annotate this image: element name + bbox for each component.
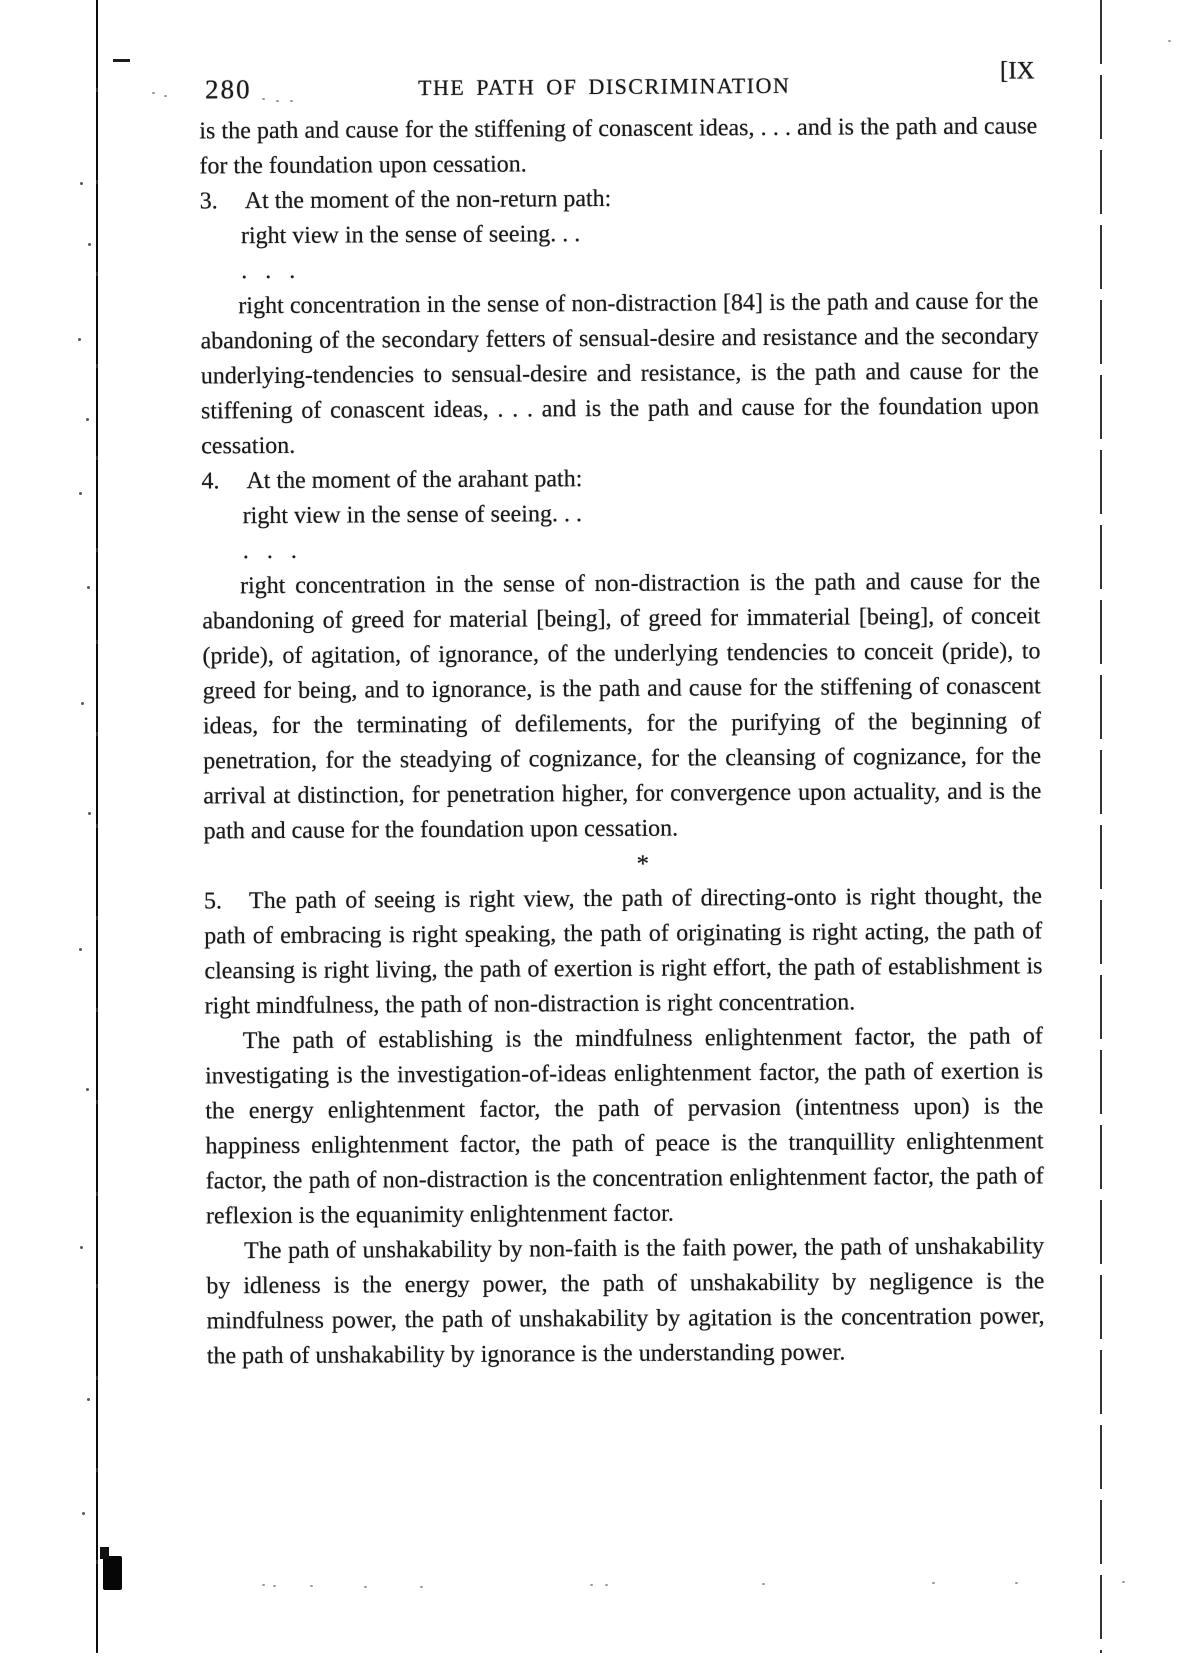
paragraph: right concentration in the sense of non-distraction [84] is the path and cause for the abandoning of the secondary fetters of sensual-desire and resistance and the secondary underlying-tendencies to sensual-desire and resistance, is the path and cause for the stiffening of conascent ideas, . . . and is the path and cause for the foundation upon cessation. xyxy=(200,288,1040,460)
page-body xyxy=(199,109,1045,1374)
numbered-item-3 xyxy=(200,179,1038,219)
item-text: At the moment of the non-return path: xyxy=(244,185,612,215)
paragraph: The path of establishing is the mindfulness enlightenment factor, the path of investigating is the investigation-of-ideas enlightenment factor, the path of exertion is the energy enlightenment factor, the path of pervasion (intentness upon) is the happiness enlightenment factor, the path of peace is the tranquillity enlightenment factor, the path of non-distraction is the concentration enlightenment factor, the path of reflexion is the equanimity enlightenment factor. xyxy=(204,1023,1044,1230)
paragraph: The path of unshakability by non-faith is the faith power, the path of unshakability by idleness is the energy power, the path of unshakability by negligence is the mindfulness power, the path of unshakability by agitation is the concentration power, the path of unshakability by ignorance is the understanding power. xyxy=(206,1233,1045,1370)
ellipsis-line: . . . xyxy=(242,537,303,565)
item-text: The path of seeing is right view, the path of directing-onto is right thought, the path of embracing is right speaking, the path of originating is right acting, the path of cleansing is right living, the path of exertion is right effort, the path of establishment is right mindfulness, the path of non-distraction is right concentration. xyxy=(204,883,1043,1020)
quoted-line: right view in the sense of seeing. . . xyxy=(242,501,582,530)
chapter-marker: [IX xyxy=(999,57,1035,85)
page-number: 280 xyxy=(204,74,252,105)
item-number: 5. xyxy=(203,888,223,915)
paragraph: right concentration in the sense of non-distraction is the path and cause for the abandoning of greed for material [being], of greed for immaterial [being], of conceit (pride), of agitation, of ignorance, of the underlying tendencies to conceit (pride), to greed for being, and to ignorance, is the path and cause for the stiffening of conascent ideas, for the terminating of defilements, for the purifying of the beginning of penetration, for the steadying of cognizance, for the cleansing of cognizance, for the arrival at distinction, for penetration higher, for convergence upon actuality, and is the path and cause for the foundation upon cessation. xyxy=(202,568,1042,845)
running-title: THE PATH OF DISCRIMINATION xyxy=(417,72,791,101)
ellipsis-line: . . . xyxy=(241,257,302,285)
numbered-paragraph-5 xyxy=(204,879,1043,1024)
paragraph-continuation: is the path and cause for the stiffening of conascent ideas, . . . and is the path and cause for the foundation upon cessation. xyxy=(199,113,1038,180)
quoted-line: right view in the sense of seeing. . . xyxy=(240,221,581,250)
page-header xyxy=(0,56,1179,109)
numbered-item-4 xyxy=(201,459,1039,499)
item-number: 4. xyxy=(201,468,220,495)
item-text: At the moment of the arahant path: xyxy=(246,466,583,495)
item-number: 3. xyxy=(199,188,218,215)
section-separator-asterisk: * xyxy=(636,850,650,878)
